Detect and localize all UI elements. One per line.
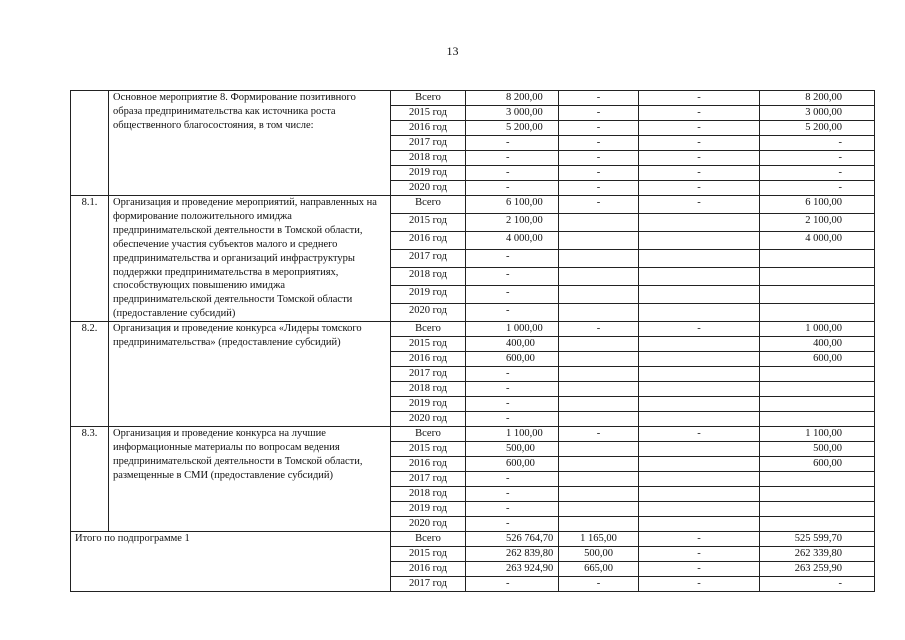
regional-cell: [760, 367, 875, 382]
table-row: [71, 427, 875, 442]
local-cell: [639, 382, 760, 397]
year-cell: 2015 год: [391, 442, 466, 457]
local-cell: [639, 232, 760, 250]
regional-cell: 525 599,70: [760, 532, 875, 547]
total-cell: 526 764,70: [466, 532, 559, 547]
total-cell: 2 100,00: [466, 214, 559, 232]
regional-cell: [760, 487, 875, 502]
table-row: [71, 91, 875, 106]
federal-cell: 665,00: [559, 562, 639, 577]
total-cell: 1 000,00: [466, 322, 559, 337]
local-cell: -: [639, 136, 760, 151]
regional-cell: 1 000,00: [760, 322, 875, 337]
federal-cell: [559, 250, 639, 268]
regional-cell: 262 339,80: [760, 547, 875, 562]
local-cell: [639, 214, 760, 232]
regional-cell: [760, 502, 875, 517]
local-cell: [639, 412, 760, 427]
federal-cell: [559, 442, 639, 457]
federal-cell: [559, 472, 639, 487]
item-name: Организация и проведение мероприятий, направленных на формирование положительного имиджа предпринимательской деятельности в Томской области, обеспечение участия субъектов малого и среднего предпринимательства и организаций инфраструктуры поддержки предпринимательства в мероприятиях, способствующих повышению имиджа предпринимательской деятельности Томской области (предоставление субсидий): [109, 196, 391, 322]
regional-cell: 1 100,00: [760, 427, 875, 442]
total-cell: 5 200,00: [466, 121, 559, 136]
regional-cell: [760, 397, 875, 412]
federal-cell: -: [559, 121, 639, 136]
federal-cell: [559, 397, 639, 412]
year-cell: 2018 год: [391, 151, 466, 166]
local-cell: -: [639, 181, 760, 196]
federal-cell: [559, 502, 639, 517]
year-cell: 2018 год: [391, 268, 466, 286]
federal-cell: [559, 367, 639, 382]
total-cell: 600,00: [466, 457, 559, 472]
federal-cell: [559, 517, 639, 532]
year-cell: 2017 год: [391, 367, 466, 382]
regional-cell: [760, 250, 875, 268]
total-cell: 262 839,80: [466, 547, 559, 562]
item-number: 8.3.: [71, 427, 109, 532]
regional-cell: 263 259,90: [760, 562, 875, 577]
total-cell: 500,00: [466, 442, 559, 457]
total-cell: -: [466, 412, 559, 427]
local-cell: [639, 268, 760, 286]
year-cell: 2020 год: [391, 412, 466, 427]
regional-cell: [760, 472, 875, 487]
item-number: [71, 91, 109, 196]
federal-cell: -: [559, 151, 639, 166]
federal-cell: [559, 412, 639, 427]
year-cell: 2016 год: [391, 352, 466, 367]
total-cell: 263 924,90: [466, 562, 559, 577]
year-cell: 2017 год: [391, 250, 466, 268]
total-cell: 1 100,00: [466, 427, 559, 442]
total-cell: 600,00: [466, 352, 559, 367]
year-cell: 2019 год: [391, 286, 466, 304]
local-cell: [639, 472, 760, 487]
regional-cell: [760, 517, 875, 532]
local-cell: [639, 397, 760, 412]
federal-cell: [559, 487, 639, 502]
table-body: [71, 91, 875, 592]
year-cell: Всего: [391, 532, 466, 547]
local-cell: [639, 337, 760, 352]
year-cell: 2015 год: [391, 106, 466, 121]
local-cell: [639, 442, 760, 457]
regional-cell: -: [760, 151, 875, 166]
local-cell: -: [639, 151, 760, 166]
federal-cell: 500,00: [559, 547, 639, 562]
regional-cell: 8 200,00: [760, 91, 875, 106]
total-cell: -: [466, 304, 559, 322]
year-cell: 2017 год: [391, 136, 466, 151]
federal-cell: [559, 214, 639, 232]
local-cell: -: [639, 166, 760, 181]
total-cell: -: [466, 502, 559, 517]
year-cell: Всего: [391, 196, 466, 214]
federal-cell: -: [559, 427, 639, 442]
federal-cell: [559, 304, 639, 322]
page-number: 13: [446, 44, 459, 58]
local-cell: -: [639, 196, 760, 214]
regional-cell: -: [760, 136, 875, 151]
local-cell: [639, 367, 760, 382]
regional-cell: [760, 382, 875, 397]
total-cell: -: [466, 577, 559, 592]
table-row: [71, 322, 875, 337]
local-cell: -: [639, 322, 760, 337]
local-cell: [639, 250, 760, 268]
local-cell: [639, 517, 760, 532]
federal-cell: [559, 232, 639, 250]
regional-cell: 6 100,00: [760, 196, 875, 214]
total-cell: -: [466, 286, 559, 304]
year-cell: 2020 год: [391, 517, 466, 532]
year-cell: 2015 год: [391, 547, 466, 562]
year-cell: 2020 год: [391, 304, 466, 322]
budget-table: [70, 90, 875, 592]
year-cell: 2016 год: [391, 457, 466, 472]
year-cell: 2019 год: [391, 397, 466, 412]
item-name: Основное мероприятие 8. Формирование позитивного образа предпринимательства как источника роста общественного благосостояния, в том числе:: [109, 91, 391, 196]
federal-cell: -: [559, 106, 639, 121]
total-cell: -: [466, 382, 559, 397]
item-number: 8.2.: [71, 322, 109, 427]
local-cell: -: [639, 562, 760, 577]
regional-cell: 500,00: [760, 442, 875, 457]
regional-cell: -: [760, 577, 875, 592]
local-cell: -: [639, 547, 760, 562]
federal-cell: [559, 268, 639, 286]
federal-cell: [559, 382, 639, 397]
total-cell: -: [466, 367, 559, 382]
year-cell: 2018 год: [391, 382, 466, 397]
total-cell: 3 000,00: [466, 106, 559, 121]
local-cell: [639, 502, 760, 517]
year-cell: 2018 год: [391, 487, 466, 502]
federal-cell: -: [559, 322, 639, 337]
local-cell: [639, 352, 760, 367]
federal-cell: [559, 286, 639, 304]
local-cell: -: [639, 106, 760, 121]
local-cell: [639, 286, 760, 304]
year-cell: 2017 год: [391, 472, 466, 487]
year-cell: 2015 год: [391, 214, 466, 232]
regional-cell: [760, 268, 875, 286]
federal-cell: [559, 352, 639, 367]
local-cell: -: [639, 91, 760, 106]
total-cell: 4 000,00: [466, 232, 559, 250]
year-cell: 2016 год: [391, 121, 466, 136]
regional-cell: [760, 286, 875, 304]
total-cell: -: [466, 487, 559, 502]
year-cell: Всего: [391, 322, 466, 337]
local-cell: [639, 304, 760, 322]
federal-cell: -: [559, 577, 639, 592]
regional-cell: 2 100,00: [760, 214, 875, 232]
total-cell: -: [466, 181, 559, 196]
federal-cell: [559, 337, 639, 352]
federal-cell: -: [559, 196, 639, 214]
year-cell: 2015 год: [391, 337, 466, 352]
local-cell: -: [639, 532, 760, 547]
item-name: Организация и проведение конкурса «Лидеры томского предпринимательства» (предоставление субсидий): [109, 322, 391, 427]
regional-cell: 5 200,00: [760, 121, 875, 136]
year-cell: 2016 год: [391, 562, 466, 577]
total-cell: 6 100,00: [466, 196, 559, 214]
total-cell: -: [466, 472, 559, 487]
regional-cell: 4 000,00: [760, 232, 875, 250]
year-cell: 2019 год: [391, 166, 466, 181]
total-cell: 400,00: [466, 337, 559, 352]
year-cell: 2017 год: [391, 577, 466, 592]
regional-cell: [760, 412, 875, 427]
regional-cell: [760, 304, 875, 322]
local-cell: -: [639, 577, 760, 592]
federal-cell: 1 165,00: [559, 532, 639, 547]
regional-cell: -: [760, 181, 875, 196]
year-cell: Всего: [391, 427, 466, 442]
total-cell: -: [466, 250, 559, 268]
regional-cell: 600,00: [760, 352, 875, 367]
item-number: 8.1.: [71, 196, 109, 322]
local-cell: [639, 487, 760, 502]
total-cell: -: [466, 397, 559, 412]
federal-cell: -: [559, 91, 639, 106]
total-cell: -: [466, 136, 559, 151]
federal-cell: -: [559, 181, 639, 196]
regional-cell: 400,00: [760, 337, 875, 352]
regional-cell: -: [760, 166, 875, 181]
table-row: [71, 196, 875, 214]
item-name: Организация и проведение конкурса на лучшие информационные материалы по вопросам ведения предпринимательской деятельности в Томской области, размещенные в СМИ (предоставление субсидий): [109, 427, 391, 532]
summary-row: [71, 532, 875, 547]
year-cell: 2020 год: [391, 181, 466, 196]
regional-cell: 3 000,00: [760, 106, 875, 121]
year-cell: Всего: [391, 91, 466, 106]
local-cell: -: [639, 121, 760, 136]
federal-cell: -: [559, 136, 639, 151]
federal-cell: [559, 457, 639, 472]
total-cell: -: [466, 166, 559, 181]
total-cell: -: [466, 151, 559, 166]
summary-label: Итого по подпрограмме 1: [71, 532, 391, 592]
local-cell: -: [639, 427, 760, 442]
federal-cell: -: [559, 166, 639, 181]
regional-cell: 600,00: [760, 457, 875, 472]
year-cell: 2019 год: [391, 502, 466, 517]
local-cell: [639, 457, 760, 472]
total-cell: -: [466, 517, 559, 532]
year-cell: 2016 год: [391, 232, 466, 250]
total-cell: -: [466, 268, 559, 286]
total-cell: 8 200,00: [466, 91, 559, 106]
